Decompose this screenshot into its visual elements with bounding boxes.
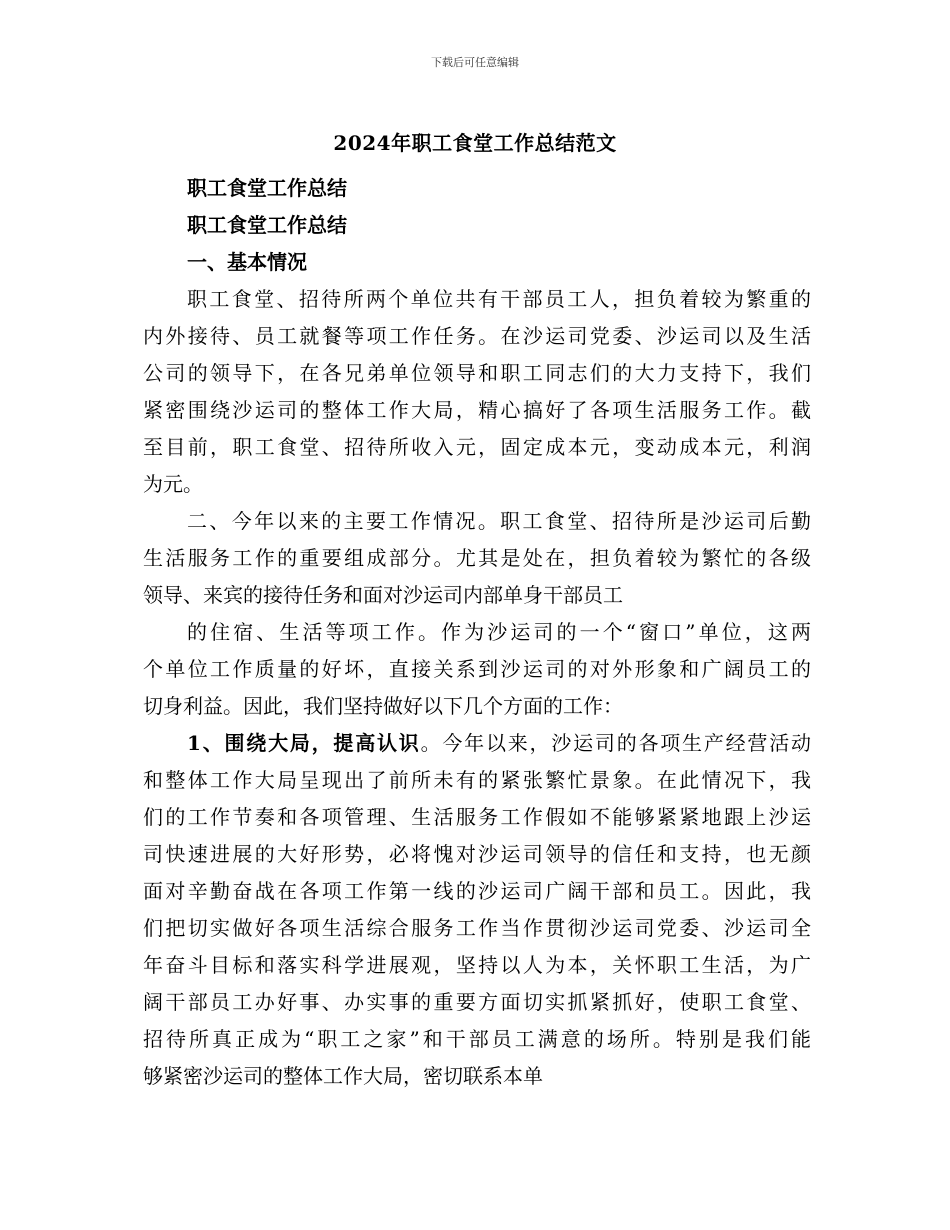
text-line: 切身利益。因此，我们坚持做好以下几个方面的工作： — [143, 694, 623, 718]
text-line: 领导、来宾的接待任务和面对沙运司内部单身干部员工 — [143, 583, 623, 607]
text-line: 够紧密沙运司的整体工作大局，密切联系本单 — [143, 1064, 543, 1088]
text-line: 阔干部员工办好事、办实事的重要方面切实抓紧抓好，使职工食堂、 — [143, 990, 811, 1014]
document-body — [143, 170, 811, 1095]
text-line: 二、今年以来的主要工作情况。职工食堂、招待所是沙运司后勤 — [187, 509, 811, 533]
paragraph-basic-situation — [143, 281, 811, 503]
text-line: 至目前，职工食堂、招待所收入元，固定成本元，变动成本元，利润 — [143, 435, 811, 459]
paragraph-main-work — [143, 503, 811, 614]
text-line: 公司的领导下，在各兄弟单位领导和职工同志们的大力支持下，我们 — [143, 361, 811, 385]
text-line: 和整体工作大局呈现出了前所未有的紧张繁忙景象。在此情况下，我 — [143, 768, 811, 792]
section-heading-basic: 一、基本情况 — [187, 250, 307, 274]
document-title: 2024年职工食堂工作总结范文 — [333, 131, 617, 155]
text-line: 的住宿、生活等项工作。作为沙运司的一个“窗口”单位，这两 — [187, 620, 811, 644]
text-line: 紧密围绕沙运司的整体工作大局，精心搞好了各项生活服务工作。截 — [143, 398, 811, 422]
text-line: 们的工作节奏和各项管理、生活服务工作假如不能够紧紧地跟上沙运 — [143, 805, 811, 829]
text-line: 为元。 — [143, 472, 203, 496]
paragraph-point-1 — [143, 725, 811, 1095]
subheading-2: 职工食堂工作总结 — [187, 213, 347, 237]
text-line — [143, 725, 811, 762]
text-line: 招待所真正成为“职工之家”和干部员工满意的场所。特别是我们能 — [143, 1027, 811, 1051]
text-line: 们把切实做好各项生活综合服务工作当作贯彻沙运司党委、沙运司全 — [143, 916, 811, 940]
page-header-note: 下载后可任意编辑 — [431, 56, 519, 69]
paragraph-window-unit — [143, 614, 811, 725]
point-1-heading: 1、围绕大局，提高认识 — [187, 731, 421, 755]
text-line: 年奋斗目标和落实科学进展观，坚持以人为本，关怀职工生活，为广 — [143, 953, 811, 977]
text-line: 职工食堂、招待所两个单位共有干部员工人，担负着较为繁重的 — [187, 287, 811, 311]
text-line: 司快速进展的大好形势，必将愧对沙运司领导的信任和支持，也无颜 — [143, 842, 811, 866]
subheading-1: 职工食堂工作总结 — [187, 176, 347, 200]
text-line: 个单位工作质量的好坏，直接关系到沙运司的对外形象和广阔员工的 — [143, 657, 811, 681]
point-1-lead-text: 。今年以来，沙运司的各项生产经营活动 — [420, 731, 811, 755]
text-line: 生活服务工作的重要组成部分。尤其是处在，担负着较为繁忙的各级 — [143, 546, 811, 570]
text-line: 内外接待、员工就餐等项工作任务。在沙运司党委、沙运司以及生活 — [143, 324, 811, 348]
text-line: 面对辛勤奋战在各项工作第一线的沙运司广阔干部和员工。因此，我 — [143, 879, 811, 903]
